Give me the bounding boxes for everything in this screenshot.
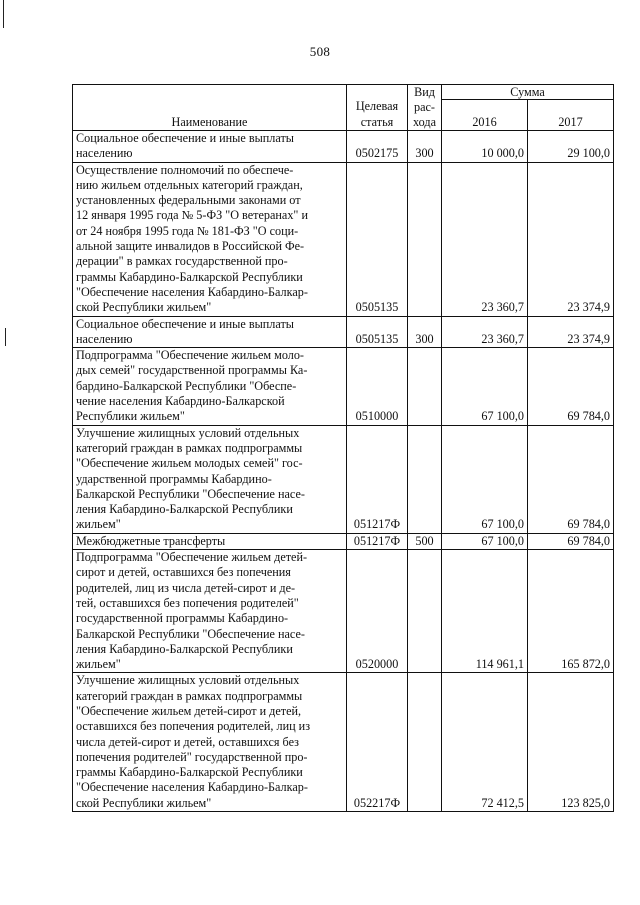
row-name-line: "Обеспечение жильем молодых семей" гос- (76, 456, 303, 471)
row-name (73, 131, 347, 163)
row-sum-2016: 23 360,7 (442, 162, 528, 316)
row-name-line: населению (76, 146, 133, 161)
row-sum-2017: 23 374,9 (528, 316, 614, 348)
table-row (73, 162, 614, 316)
row-name-line: Социальное обеспечение и иные выплаты (76, 316, 294, 331)
row-name-line: Подпрограмма "Обеспечение жильем детей- (76, 550, 308, 565)
row-name-line: жильем" (76, 657, 121, 672)
row-name-line: попечения родителей" государственной про- (76, 749, 308, 764)
table-row (73, 425, 614, 533)
row-name-line: установленных федеральными законами от (76, 193, 301, 208)
header-type-line: рас- (414, 100, 435, 114)
row-expense-type (408, 673, 442, 812)
row-name-line: жильем" (76, 517, 121, 532)
budget-table (72, 84, 614, 812)
row-sum-2017: 29 100,0 (528, 131, 614, 163)
header-name: Наименование (73, 85, 347, 131)
row-name-line: Балкарской Республики "Обеспечение насе- (76, 626, 305, 641)
row-expense-type: 300 (408, 131, 442, 163)
row-name-line: Межбюджетные трансферты (76, 533, 226, 548)
row-name-line: населению (76, 331, 133, 346)
row-code: 0505135 (347, 162, 408, 316)
row-name-line: граммы Кабардино-Балкарской Республики (76, 269, 303, 284)
row-name-line: 12 января 1995 года № 5-ФЗ "О ветеранах" и (76, 208, 308, 223)
row-name (73, 673, 347, 812)
row-sum-2016: 114 961,1 (442, 550, 528, 673)
row-sum-2017: 165 872,0 (528, 550, 614, 673)
row-expense-type (408, 550, 442, 673)
row-name-line: "Обеспечение населения Кабардино-Балкар- (76, 284, 308, 299)
row-expense-type (408, 348, 442, 425)
row-name (73, 162, 347, 316)
row-name-line: сирот и детей, оставшихся без попечения (76, 565, 291, 580)
row-sum-2016: 67 100,0 (442, 425, 528, 533)
row-name-line: ской Республики жильем" (76, 795, 212, 810)
row-expense-type (408, 162, 442, 316)
table-row (73, 550, 614, 673)
row-code: 051217Ф (347, 425, 408, 533)
row-sum-2017: 23 374,9 (528, 162, 614, 316)
row-code: 052217Ф (347, 673, 408, 812)
row-name-line: Подпрограмма "Обеспечение жильем моло- (76, 348, 304, 363)
row-name-line: категорий граждан в рамках подпрограммы (76, 688, 303, 703)
row-sum-2016: 10 000,0 (442, 131, 528, 163)
table-row (73, 673, 614, 812)
row-sum-2016: 72 412,5 (442, 673, 528, 812)
row-name-line: альной защите инвалидов в Российской Фе- (76, 239, 305, 254)
header-type-line: хода (413, 115, 436, 129)
row-name-line: Социальное обеспечение и иные выплаты (76, 131, 294, 145)
row-name (73, 316, 347, 348)
row-sum-2017: 123 825,0 (528, 673, 614, 812)
row-name-line: граммы Кабардино-Балкарской Республики (76, 765, 303, 780)
row-sum-2017: 69 784,0 (528, 348, 614, 425)
header-code (347, 85, 408, 131)
table-row (73, 348, 614, 425)
row-code: 0510000 (347, 348, 408, 425)
row-name-line: от 24 ноября 1995 года № 181-ФЗ "О соци- (76, 223, 299, 238)
row-name-line: числа детей-сирот и детей, оставшихся без (76, 734, 299, 749)
table-row (73, 533, 614, 549)
header-code-line: Целевая (355, 99, 399, 114)
row-name-line: Республики жильем" (76, 409, 185, 424)
row-name (73, 425, 347, 533)
row-expense-type: 300 (408, 316, 442, 348)
header-type (408, 85, 442, 131)
row-name-line: "Обеспечение населения Кабардино-Балкар- (76, 780, 308, 795)
row-name-line: бардино-Балкарской Республики "Обеспе- (76, 378, 297, 393)
row-name-line: категорий граждан в рамках подпрограммы (76, 440, 303, 455)
row-name (73, 550, 347, 673)
row-name-line: ления Кабардино-Балкарской Республики (76, 502, 293, 517)
header-code-line: статья (360, 114, 394, 129)
row-name-line: оставшихся без попечения родителей, лиц из (76, 719, 311, 734)
row-sum-2017: 69 784,0 (528, 533, 614, 549)
row-name-line: ской Республики жильем" (76, 300, 212, 315)
row-name-line: Балкарской Республики "Обеспечение насе- (76, 486, 305, 501)
row-code: 051217Ф (347, 533, 408, 549)
row-name-line: Улучшение жилищных условий отдельных (76, 425, 300, 440)
row-expense-type: 500 (408, 533, 442, 549)
header-sum: Сумма (442, 85, 614, 100)
table-header (73, 85, 614, 131)
scan-edge-mark-middle (5, 328, 6, 346)
row-code: 0520000 (347, 550, 408, 673)
row-name-line: Осуществление полномочий по обеспече- (76, 162, 294, 177)
table-body (73, 131, 614, 812)
header-year-2016: 2016 (442, 100, 528, 131)
row-name-line: дых семей" государственной программы Ка- (76, 363, 308, 378)
row-name-line: ударственной программы Кабардино- (76, 471, 272, 486)
row-name-line: "Обеспечение жильем детей-сирот и детей, (76, 703, 302, 718)
row-sum-2016: 67 100,0 (442, 348, 528, 425)
page-number: 508 (309, 44, 331, 59)
row-name-line: государственной программы Кабардино- (76, 611, 289, 626)
row-code: 0505135 (347, 316, 408, 348)
row-sum-2017: 69 784,0 (528, 425, 614, 533)
row-expense-type (408, 425, 442, 533)
row-name-line: ления Кабардино-Балкарской Республики (76, 641, 293, 656)
row-name (73, 533, 347, 549)
header-year-2017: 2017 (528, 100, 614, 131)
row-sum-2016: 23 360,7 (442, 316, 528, 348)
table-row (73, 131, 614, 163)
row-sum-2016: 67 100,0 (442, 533, 528, 549)
table-row (73, 316, 614, 348)
header-type-line: Вид (414, 85, 435, 99)
row-name-line: дерации" в рамках государственной про- (76, 254, 288, 269)
row-name (73, 348, 347, 425)
row-name-line: Улучшение жилищных условий отдельных (76, 673, 300, 688)
row-name-line: тей, оставшихся без попечения родителей" (76, 595, 299, 610)
row-name-line: нию жильем отдельных категорий граждан, (76, 177, 303, 192)
row-code: 0502175 (347, 131, 408, 163)
row-name-line: родителей, лиц из числа детей-сирот и де- (76, 580, 296, 595)
scan-edge-mark-top (3, 0, 4, 28)
row-name-line: чение населения Кабардино-Балкарской (76, 394, 285, 409)
